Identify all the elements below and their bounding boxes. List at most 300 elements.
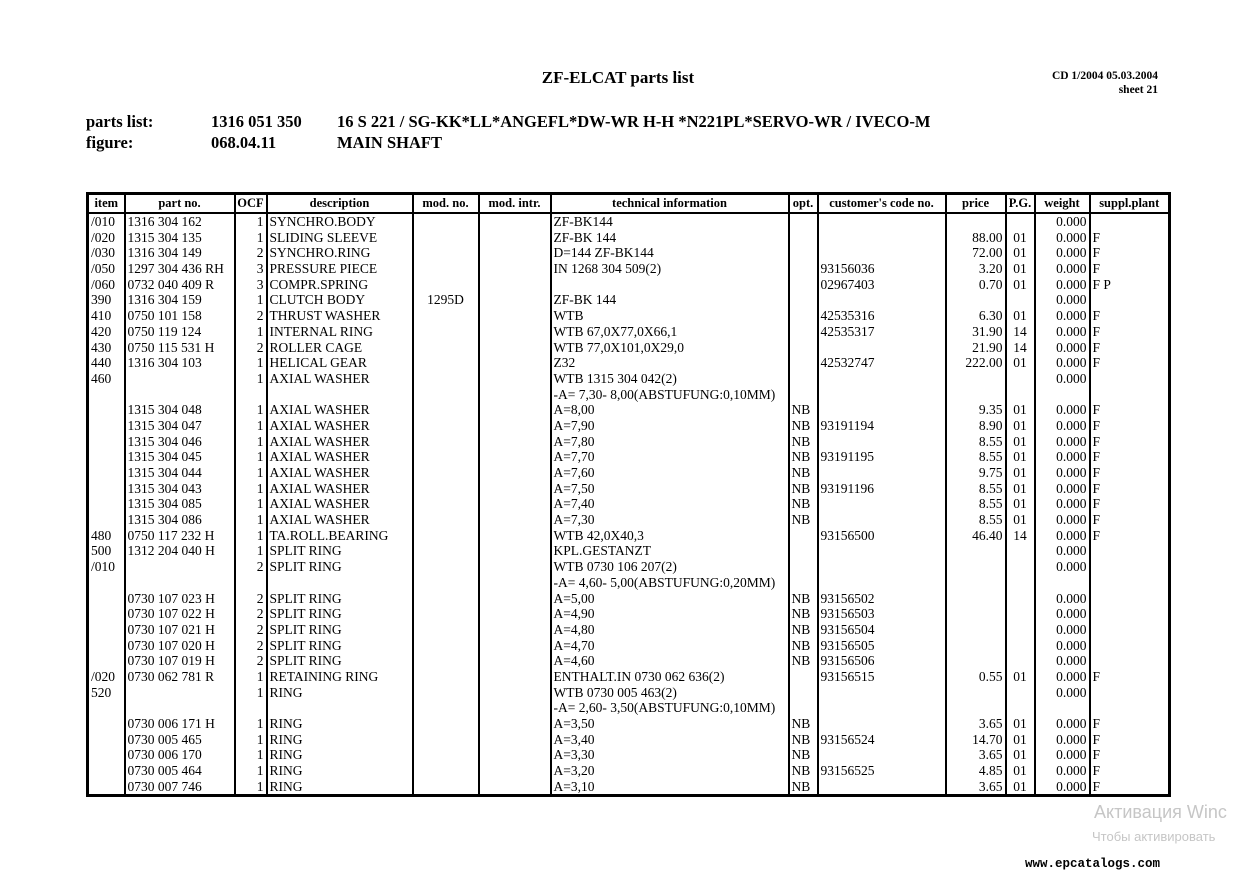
- description-cell: AXIAL WASHER: [267, 512, 413, 528]
- opt-cell: NB: [789, 606, 818, 622]
- mod-intr-cell: [479, 434, 551, 450]
- part-no-cell: 0730 107 022 H: [125, 606, 235, 622]
- tech-info-cell: A=7,60: [551, 465, 789, 481]
- tech-info-cell: WTB 77,0X101,0X29,0: [551, 340, 789, 356]
- item-cell: [88, 434, 125, 450]
- table-row: [88, 481, 1170, 497]
- weight-cell: 0.000: [1035, 638, 1090, 654]
- tech-info-cell: A=4,70: [551, 638, 789, 654]
- mod-intr-cell: [479, 292, 551, 308]
- pg-cell: 01: [1006, 277, 1035, 293]
- suppl-plant-cell: [1090, 685, 1170, 701]
- part-no-cell: 0730 107 019 H: [125, 653, 235, 669]
- description-cell: SYNCHRO.RING: [267, 245, 413, 261]
- tech-info-cell: A=4,90: [551, 606, 789, 622]
- description-cell: SYNCHRO.BODY: [267, 213, 413, 230]
- weight-cell: 0.000: [1035, 528, 1090, 544]
- price-cell: 31.90: [946, 324, 1006, 340]
- part-no-cell: [125, 575, 235, 591]
- price-cell: [946, 387, 1006, 403]
- suppl-plant-cell: F: [1090, 496, 1170, 512]
- part-no-cell: 1312 204 040 H: [125, 543, 235, 559]
- suppl-plant-cell: F: [1090, 465, 1170, 481]
- customer-code-cell: 93156525: [818, 763, 946, 779]
- opt-cell: NB: [789, 779, 818, 796]
- tech-info-cell: ENTHALT.IN 0730 062 636(2): [551, 669, 789, 685]
- opt-cell: NB: [789, 763, 818, 779]
- column-header: suppl.plant: [1090, 194, 1170, 214]
- part-no-cell: 0730 062 781 R: [125, 669, 235, 685]
- mod-no-cell: [413, 575, 479, 591]
- parts-list-description: 16 S 221 / SG-KK*LL*ANGEFL*DW-WR H-H *N221PL*SERVO-WR / IVECO-M: [337, 112, 931, 131]
- mod-intr-cell: [479, 465, 551, 481]
- description-cell: RING: [267, 763, 413, 779]
- price-cell: [946, 591, 1006, 607]
- ocf-cell: 3: [235, 277, 267, 293]
- customer-code-cell: 02967403: [818, 277, 946, 293]
- sheet-number: sheet 21: [1118, 84, 1158, 96]
- customer-code-cell: 93156503: [818, 606, 946, 622]
- mod-no-cell: [413, 402, 479, 418]
- tech-info-cell: A=3,40: [551, 732, 789, 748]
- table-row: [88, 213, 1170, 230]
- opt-cell: [789, 387, 818, 403]
- part-no-cell: 1315 304 046: [125, 434, 235, 450]
- weight-cell: 0.000: [1035, 418, 1090, 434]
- table-row: [88, 308, 1170, 324]
- tech-info-cell: A=4,80: [551, 622, 789, 638]
- ocf-cell: 1: [235, 449, 267, 465]
- mod-no-cell: [413, 340, 479, 356]
- page-title: ZF-ELCAT parts list: [541, 68, 695, 87]
- price-cell: 9.35: [946, 402, 1006, 418]
- mod-no-cell: [413, 277, 479, 293]
- pg-cell: 01: [1006, 245, 1035, 261]
- price-cell: [946, 371, 1006, 387]
- pg-cell: 01: [1006, 481, 1035, 497]
- mod-intr-cell: [479, 418, 551, 434]
- price-cell: 8.90: [946, 418, 1006, 434]
- price-cell: [946, 543, 1006, 559]
- tech-info-cell: ZF-BK144: [551, 213, 789, 230]
- opt-cell: NB: [789, 638, 818, 654]
- item-cell: /010: [88, 559, 125, 575]
- item-cell: [88, 465, 125, 481]
- suppl-plant-cell: F: [1090, 779, 1170, 796]
- suppl-plant-cell: F: [1090, 418, 1170, 434]
- customer-code-cell: [818, 496, 946, 512]
- mod-no-cell: [413, 512, 479, 528]
- description-cell: AXIAL WASHER: [267, 434, 413, 450]
- description-cell: [267, 575, 413, 591]
- mod-intr-cell: [479, 308, 551, 324]
- part-no-cell: 1315 304 085: [125, 496, 235, 512]
- table-row: [88, 465, 1170, 481]
- mod-no-cell: [413, 732, 479, 748]
- opt-cell: [789, 213, 818, 230]
- parts-list-number: 1316 051 350: [211, 112, 302, 131]
- table-row: [88, 418, 1170, 434]
- part-no-cell: 0750 117 232 H: [125, 528, 235, 544]
- ocf-cell: 1: [235, 543, 267, 559]
- weight-cell: 0.000: [1035, 685, 1090, 701]
- pg-cell: 01: [1006, 418, 1035, 434]
- suppl-plant-cell: F: [1090, 716, 1170, 732]
- description-cell: RING: [267, 779, 413, 796]
- ocf-cell: 2: [235, 638, 267, 654]
- mod-no-cell: [413, 700, 479, 716]
- description-cell: THRUST WASHER: [267, 308, 413, 324]
- customer-code-cell: [818, 559, 946, 575]
- table-row: [88, 685, 1170, 701]
- suppl-plant-cell: F: [1090, 512, 1170, 528]
- weight-cell: 0.000: [1035, 449, 1090, 465]
- weight-cell: [1035, 575, 1090, 591]
- price-cell: 9.75: [946, 465, 1006, 481]
- tech-info-cell: A=8,00: [551, 402, 789, 418]
- pg-cell: [1006, 622, 1035, 638]
- weight-cell: [1035, 387, 1090, 403]
- item-cell: [88, 575, 125, 591]
- item-cell: /020: [88, 669, 125, 685]
- ocf-cell: 1: [235, 669, 267, 685]
- table-row: [88, 387, 1170, 403]
- mod-intr-cell: [479, 261, 551, 277]
- customer-code-cell: 42532747: [818, 355, 946, 371]
- suppl-plant-cell: F: [1090, 669, 1170, 685]
- tech-info-cell: WTB 0730 005 463(2): [551, 685, 789, 701]
- part-no-cell: 1315 304 086: [125, 512, 235, 528]
- ocf-cell: 2: [235, 606, 267, 622]
- weight-cell: 0.000: [1035, 324, 1090, 340]
- pg-cell: 01: [1006, 308, 1035, 324]
- price-cell: 3.20: [946, 261, 1006, 277]
- customer-code-cell: 93156515: [818, 669, 946, 685]
- ocf-cell: 1: [235, 418, 267, 434]
- table-row: [88, 763, 1170, 779]
- price-cell: 8.55: [946, 434, 1006, 450]
- table-row: [88, 732, 1170, 748]
- mod-intr-cell: [479, 591, 551, 607]
- tech-info-cell: A=7,30: [551, 512, 789, 528]
- description-cell: SPLIT RING: [267, 543, 413, 559]
- weight-cell: 0.000: [1035, 371, 1090, 387]
- item-cell: 460: [88, 371, 125, 387]
- customer-code-cell: [818, 779, 946, 796]
- pg-cell: [1006, 371, 1035, 387]
- mod-no-cell: [413, 230, 479, 246]
- customer-code-cell: [818, 230, 946, 246]
- mod-no-cell: [413, 213, 479, 230]
- parts-list-meta: [86, 111, 930, 153]
- figure-label: figure:: [86, 133, 134, 152]
- opt-cell: NB: [789, 622, 818, 638]
- mod-no-cell: [413, 481, 479, 497]
- pg-cell: 01: [1006, 669, 1035, 685]
- item-cell: [88, 606, 125, 622]
- ocf-cell: 2: [235, 308, 267, 324]
- ocf-cell: 1: [235, 213, 267, 230]
- ocf-cell: 1: [235, 292, 267, 308]
- part-no-cell: 1315 304 045: [125, 449, 235, 465]
- suppl-plant-cell: F: [1090, 732, 1170, 748]
- mod-no-cell: [413, 653, 479, 669]
- tech-info-cell: A=7,40: [551, 496, 789, 512]
- suppl-plant-cell: F: [1090, 355, 1170, 371]
- pg-cell: 14: [1006, 528, 1035, 544]
- tech-info-cell: -A= 7,30- 8,00(ABSTUFUNG:0,10MM): [551, 387, 789, 403]
- customer-code-cell: [818, 434, 946, 450]
- table-row: [88, 622, 1170, 638]
- mod-intr-cell: [479, 669, 551, 685]
- suppl-plant-cell: [1090, 622, 1170, 638]
- ocf-cell: 1: [235, 496, 267, 512]
- suppl-plant-cell: [1090, 653, 1170, 669]
- item-cell: /010: [88, 213, 125, 230]
- table-row: [88, 559, 1170, 575]
- part-no-cell: 1315 304 044: [125, 465, 235, 481]
- mod-intr-cell: [479, 685, 551, 701]
- pg-cell: [1006, 543, 1035, 559]
- mod-no-cell: [413, 763, 479, 779]
- tech-info-cell: [551, 277, 789, 293]
- mod-no-cell: [413, 434, 479, 450]
- column-header: P.G.: [1006, 194, 1035, 214]
- mod-intr-cell: [479, 559, 551, 575]
- tech-info-cell: A=7,80: [551, 434, 789, 450]
- table-row: [88, 528, 1170, 544]
- figure-number: 068.04.11: [211, 133, 277, 152]
- customer-code-cell: 42535317: [818, 324, 946, 340]
- mod-no-cell: [413, 685, 479, 701]
- customer-code-cell: [818, 402, 946, 418]
- mod-no-cell: [413, 496, 479, 512]
- activation-watermark-text: Чтобы активировать: [1092, 829, 1216, 844]
- ocf-cell: 1: [235, 465, 267, 481]
- mod-no-cell: [413, 716, 479, 732]
- pg-cell: 01: [1006, 496, 1035, 512]
- item-cell: /050: [88, 261, 125, 277]
- table-row: [88, 434, 1170, 450]
- customer-code-cell: [818, 543, 946, 559]
- description-cell: ROLLER CAGE: [267, 340, 413, 356]
- weight-cell: 0.000: [1035, 559, 1090, 575]
- tech-info-cell: A=4,60: [551, 653, 789, 669]
- suppl-plant-cell: [1090, 213, 1170, 230]
- pg-cell: [1006, 591, 1035, 607]
- part-no-cell: [125, 371, 235, 387]
- mod-no-cell: [413, 669, 479, 685]
- mod-intr-cell: [479, 747, 551, 763]
- tech-info-cell: A=7,90: [551, 418, 789, 434]
- opt-cell: NB: [789, 449, 818, 465]
- tech-info-cell: KPL.GESTANZT: [551, 543, 789, 559]
- tech-info-cell: WTB 67,0X77,0X66,1: [551, 324, 789, 340]
- description-cell: AXIAL WASHER: [267, 465, 413, 481]
- suppl-plant-cell: F: [1090, 747, 1170, 763]
- table-row: [88, 606, 1170, 622]
- column-header: OCF: [235, 194, 267, 214]
- price-cell: [946, 213, 1006, 230]
- item-cell: [88, 653, 125, 669]
- customer-code-cell: 93191194: [818, 418, 946, 434]
- ocf-cell: 2: [235, 559, 267, 575]
- table-row: [88, 669, 1170, 685]
- description-cell: CLUTCH BODY: [267, 292, 413, 308]
- mod-no-cell: [413, 543, 479, 559]
- opt-cell: [789, 559, 818, 575]
- tech-info-cell: A=3,20: [551, 763, 789, 779]
- tech-info-cell: IN 1268 304 509(2): [551, 261, 789, 277]
- customer-code-cell: [818, 371, 946, 387]
- weight-cell: 0.000: [1035, 669, 1090, 685]
- mod-intr-cell: [479, 340, 551, 356]
- table-row: [88, 747, 1170, 763]
- mod-no-cell: [413, 779, 479, 796]
- weight-cell: 0.000: [1035, 308, 1090, 324]
- item-cell: 390: [88, 292, 125, 308]
- mod-intr-cell: [479, 700, 551, 716]
- tech-info-cell: A=3,50: [551, 716, 789, 732]
- table-row: [88, 449, 1170, 465]
- customer-code-cell: [818, 213, 946, 230]
- weight-cell: 0.000: [1035, 481, 1090, 497]
- description-cell: SPLIT RING: [267, 622, 413, 638]
- figure-description: MAIN SHAFT: [337, 133, 442, 152]
- customer-code-cell: [818, 465, 946, 481]
- opt-cell: [789, 230, 818, 246]
- part-no-cell: 1316 304 103: [125, 355, 235, 371]
- description-cell: RING: [267, 747, 413, 763]
- item-cell: 420: [88, 324, 125, 340]
- weight-cell: 0.000: [1035, 732, 1090, 748]
- ocf-cell: 1: [235, 732, 267, 748]
- part-no-cell: 0730 005 464: [125, 763, 235, 779]
- column-header: description: [267, 194, 413, 214]
- ocf-cell: 2: [235, 653, 267, 669]
- part-no-cell: 0750 115 531 H: [125, 340, 235, 356]
- price-cell: [946, 622, 1006, 638]
- customer-code-cell: [818, 340, 946, 356]
- part-no-cell: 0730 006 170: [125, 747, 235, 763]
- item-cell: [88, 638, 125, 654]
- item-cell: [88, 732, 125, 748]
- ocf-cell: 2: [235, 622, 267, 638]
- mod-intr-cell: [479, 606, 551, 622]
- mod-intr-cell: [479, 277, 551, 293]
- part-no-cell: [125, 387, 235, 403]
- description-cell: SPLIT RING: [267, 559, 413, 575]
- tech-info-cell: WTB 1315 304 042(2): [551, 371, 789, 387]
- ocf-cell: 1: [235, 685, 267, 701]
- pg-cell: 01: [1006, 402, 1035, 418]
- mod-intr-cell: [479, 622, 551, 638]
- price-cell: [946, 292, 1006, 308]
- pg-cell: [1006, 606, 1035, 622]
- tech-info-cell: A=5,00: [551, 591, 789, 607]
- part-no-cell: [125, 700, 235, 716]
- tech-info-cell: -A= 2,60- 3,50(ABSTUFUNG:0,10MM): [551, 700, 789, 716]
- suppl-plant-cell: [1090, 638, 1170, 654]
- mod-no-cell: [413, 638, 479, 654]
- opt-cell: [789, 700, 818, 716]
- ocf-cell: 2: [235, 245, 267, 261]
- description-cell: RING: [267, 732, 413, 748]
- ocf-cell: 1: [235, 747, 267, 763]
- weight-cell: 0.000: [1035, 543, 1090, 559]
- description-cell: INTERNAL RING: [267, 324, 413, 340]
- weight-cell: 0.000: [1035, 622, 1090, 638]
- price-cell: 222.00: [946, 355, 1006, 371]
- mod-intr-cell: [479, 512, 551, 528]
- mod-no-cell: [413, 355, 479, 371]
- mod-intr-cell: [479, 543, 551, 559]
- pg-cell: [1006, 700, 1035, 716]
- mod-intr-cell: [479, 449, 551, 465]
- opt-cell: [789, 292, 818, 308]
- description-cell: SPLIT RING: [267, 653, 413, 669]
- weight-cell: 0.000: [1035, 355, 1090, 371]
- part-no-cell: 0730 005 465: [125, 732, 235, 748]
- customer-code-cell: 42535316: [818, 308, 946, 324]
- ocf-cell: 2: [235, 340, 267, 356]
- table-row: [88, 292, 1170, 308]
- part-no-cell: 0730 007 746: [125, 779, 235, 796]
- mod-no-cell: [413, 371, 479, 387]
- price-cell: 46.40: [946, 528, 1006, 544]
- customer-code-cell: [818, 292, 946, 308]
- weight-cell: 0.000: [1035, 747, 1090, 763]
- column-header: opt.: [789, 194, 818, 214]
- weight-cell: 0.000: [1035, 763, 1090, 779]
- table-row: [88, 324, 1170, 340]
- ocf-cell: 1: [235, 528, 267, 544]
- opt-cell: NB: [789, 732, 818, 748]
- suppl-plant-cell: [1090, 700, 1170, 716]
- ocf-cell: [235, 700, 267, 716]
- column-header: technical information: [551, 194, 789, 214]
- customer-code-cell: 93191195: [818, 449, 946, 465]
- part-no-cell: 1316 304 159: [125, 292, 235, 308]
- price-cell: 14.70: [946, 732, 1006, 748]
- mod-intr-cell: [479, 387, 551, 403]
- opt-cell: [789, 528, 818, 544]
- suppl-plant-cell: [1090, 543, 1170, 559]
- opt-cell: NB: [789, 653, 818, 669]
- suppl-plant-cell: F: [1090, 402, 1170, 418]
- table-row: [88, 277, 1170, 293]
- weight-cell: 0.000: [1035, 292, 1090, 308]
- table-row: [88, 512, 1170, 528]
- opt-cell: [789, 245, 818, 261]
- price-cell: 8.55: [946, 449, 1006, 465]
- mod-intr-cell: [479, 575, 551, 591]
- tech-info-cell: ZF-BK 144: [551, 230, 789, 246]
- pg-cell: 01: [1006, 716, 1035, 732]
- weight-cell: 0.000: [1035, 277, 1090, 293]
- weight-cell: 0.000: [1035, 716, 1090, 732]
- description-cell: AXIAL WASHER: [267, 496, 413, 512]
- weight-cell: 0.000: [1035, 606, 1090, 622]
- weight-cell: 0.000: [1035, 340, 1090, 356]
- part-no-cell: [125, 685, 235, 701]
- part-no-cell: 1315 304 135: [125, 230, 235, 246]
- opt-cell: [789, 308, 818, 324]
- table-row: [88, 340, 1170, 356]
- column-header: part no.: [125, 194, 235, 214]
- part-no-cell: 1316 304 162: [125, 213, 235, 230]
- mod-no-cell: 1295D: [413, 292, 479, 308]
